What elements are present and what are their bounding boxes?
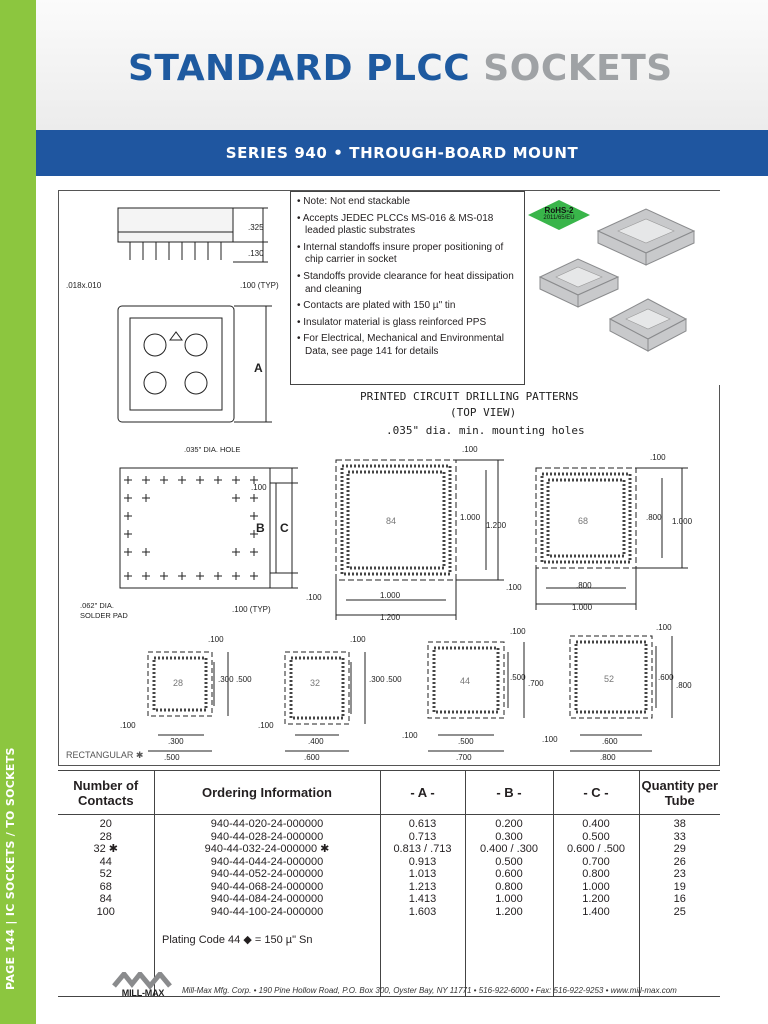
table-cell: 23 [673, 868, 686, 880]
pattern-44-top: .100 [510, 627, 526, 636]
table-cell: 0.600 [495, 868, 523, 880]
pattern-68-d1: .800 [646, 513, 662, 522]
pattern-32-d1: .300 [369, 675, 385, 684]
c-column [553, 815, 639, 997]
dim-100-typ-top: .100 (TYP) [240, 281, 279, 290]
pattern-68-d2: 1.000 [672, 517, 693, 526]
pattern-52-b2: .800 [600, 753, 616, 762]
col-quantity: Quantity per Tube [639, 771, 720, 815]
note-item: • Internal standoffs insure proper positioning of chip carrier in socket [297, 242, 518, 267]
dim-018: .018x.010 [66, 281, 102, 290]
note-item: • Contacts are plated with 150 µ" tin [297, 300, 518, 313]
label-a: A [254, 361, 263, 375]
title-secondary: SOCKETS [483, 48, 673, 89]
pattern-28-top: .100 [208, 635, 224, 644]
table-cell: 0.713 [408, 830, 437, 843]
feature-notes [290, 191, 525, 385]
pattern-84-bottom-2: 1.200 [380, 613, 401, 622]
pattern-32-b1: .400 [308, 737, 324, 746]
table-cell: 1.200 [582, 893, 610, 905]
pattern-32-top: .100 [350, 635, 366, 644]
dim-325: .325 [248, 223, 264, 232]
table-cell: 0.500 [495, 855, 523, 868]
col-b: - B - [465, 771, 553, 815]
footer-contact: Mill-Max Mfg. Corp. • 190 Pine Hollow Road, P.O. Box 300, Oyster Bay, NY 11771 • 516-922-6000 • Fax: 516-922-9253 • www.mill-max.com [182, 986, 677, 995]
rohs-directive: 2011/65/EU [543, 215, 575, 221]
table-cell: 29 [673, 843, 686, 855]
table-cell: 32 ✱ [93, 843, 118, 855]
drill-pattern-32 [285, 652, 349, 724]
pattern-44-b1: .500 [458, 737, 474, 746]
pattern-28-b2: .500 [164, 753, 180, 762]
pattern-32-b2: .600 [304, 753, 320, 762]
note-item: • Insulator material is glass reinforced PPS [297, 317, 518, 330]
table-cell: 940-44-044-24-000000 [210, 855, 324, 868]
rectangular-note: RECTANGULAR ✱ [66, 750, 144, 760]
table-cell: 0.600 / .500 [566, 843, 626, 855]
pattern-68-left-100: .100 [506, 583, 522, 592]
table-cell: 1.000 [582, 880, 610, 893]
pattern-44-b2: .700 [456, 753, 472, 762]
contacts-column [58, 815, 154, 997]
pattern-68-bottom-1: .800 [576, 581, 592, 590]
pattern-52-label: 52 [604, 674, 615, 684]
title-primary: STANDARD PLCC [128, 48, 471, 89]
pattern-84-top-100: .100 [462, 445, 478, 454]
table-cell: 1.413 [408, 893, 437, 905]
sidebar-strip [0, 0, 36, 1024]
pattern-28-left: .100 [120, 721, 136, 730]
table-cell: 940-44-052-24-000000 [210, 868, 324, 880]
pattern-84-bottom-1: 1.000 [380, 591, 401, 600]
pad-label: .062" DIA. [80, 601, 114, 610]
plating-code: Plating Code 44 ◆ = 150 µ" Sn [162, 934, 313, 946]
page-title [128, 48, 673, 89]
table-cell: 28 [99, 830, 112, 843]
pattern-84-left-100: .100 [306, 593, 322, 602]
col-c: - C - [553, 771, 639, 815]
a-column [380, 815, 465, 997]
pattern-84-label: 84 [386, 516, 397, 526]
pattern-44-label: 44 [460, 676, 471, 686]
table-cell: 940-44-100-24-000000 [210, 905, 324, 918]
series-banner: SERIES 940 • THROUGH-BOARD MOUNT [36, 130, 768, 176]
label-b: B [256, 521, 265, 535]
table-cell: 0.613 [408, 818, 437, 830]
table-cell: 26 [673, 855, 686, 868]
pattern-44-d2: .700 [528, 679, 544, 688]
pattern-68-label: 68 [578, 516, 589, 526]
table-cell: 0.200 [495, 818, 523, 830]
pattern-28-b1: .300 [168, 737, 184, 746]
table-cell: 0.813 / .713 [393, 843, 452, 855]
label-c: C [280, 521, 289, 535]
pattern-68-bottom-2: 1.000 [572, 603, 593, 612]
pattern-28-d1: .300 [218, 675, 234, 684]
pattern-44-left: .100 [402, 731, 418, 740]
table-cell: 0.300 [495, 830, 523, 843]
table-cell: 44 [99, 855, 112, 868]
pattern-84-d2: 1.200 [486, 521, 507, 530]
note-item: • Accepts JEDEC PLCCs MS-016 & MS-018 leaded plastic substrates [297, 213, 518, 238]
pattern-32-left: .100 [258, 721, 274, 730]
ordering-table [58, 770, 720, 997]
pad-label-2: SOLDER PAD [80, 611, 128, 620]
ordering-column [154, 815, 380, 997]
table-cell: 38 [673, 818, 686, 830]
pattern-52-d1: .600 [658, 673, 674, 682]
table-cell: 0.400 / .300 [479, 843, 539, 855]
table-cell: 1.213 [408, 880, 437, 893]
table-cell: 0.913 [408, 855, 437, 868]
pattern-32-label: 32 [310, 678, 321, 688]
table-cell: 940-44-084-24-000000 [210, 893, 324, 905]
logo-wordmark: MILL-MAX [121, 988, 165, 998]
drill-title: PRINTED CIRCUIT DRILLING PATTERNS [360, 390, 579, 403]
socket-top-view [118, 306, 234, 422]
socket-side-view [118, 208, 233, 242]
table-cell: 0.800 [495, 880, 523, 893]
note-item: • Note: Not end stackable [297, 196, 518, 209]
dim-130: .130 [248, 249, 264, 258]
drill-subtitle: (TOP VIEW) [450, 406, 517, 419]
table-cell: 16 [673, 893, 686, 905]
table-cell: 940-44-032-24-000000 ✱ [204, 843, 330, 855]
quantity-column [639, 815, 720, 997]
table-cell: 940-44-020-24-000000 [210, 818, 324, 830]
drill-note: .035" dia. min. mounting holes [386, 424, 585, 437]
col-ordering: Ordering Information [154, 771, 380, 815]
table-cell: 84 [99, 893, 112, 905]
rohs-badge [528, 200, 590, 230]
table-cell: 25 [673, 905, 686, 918]
rohs-label: RoHS-2 [544, 206, 574, 215]
table-cell: 1.400 [582, 905, 610, 918]
col-a: - A - [380, 771, 465, 815]
table-cell: 1.000 [495, 893, 523, 905]
pattern-44-d1: .500 [510, 673, 526, 682]
note-item: • Standoffs provide clearance for heat dissipation and cleaning [297, 271, 518, 296]
b-column [465, 815, 553, 997]
pattern-52-d2: .800 [676, 681, 692, 690]
table-cell: 33 [673, 830, 686, 843]
hole-label: .035" DIA. HOLE [184, 445, 241, 454]
table-cell: 0.500 [582, 830, 610, 843]
pattern-68-top-100: .100 [650, 453, 666, 462]
table-cell: 19 [673, 880, 686, 893]
table-cell: 1.603 [408, 905, 437, 918]
drill-pattern-main [120, 468, 270, 588]
dim-100-typ-main: .100 (TYP) [232, 605, 271, 614]
table-cell: 1.013 [408, 868, 437, 880]
pattern-52-b1: .600 [602, 737, 618, 746]
table-cell: 0.700 [582, 855, 610, 868]
note-item: • For Electrical, Mechanical and Environmental Data, see page 141 for details [297, 333, 518, 358]
table-cell: 0.800 [582, 868, 610, 880]
table-cell: 20 [99, 818, 112, 830]
pattern-32-d2: .500 [386, 675, 402, 684]
table-cell: 52 [99, 868, 112, 880]
dim-100-main: .100 [251, 483, 267, 492]
table-cell: 68 [99, 880, 112, 893]
pattern-52-left: .100 [542, 735, 558, 744]
pattern-52-top: .100 [656, 623, 672, 632]
page-section-label: PAGE 144 | IC SOCKETS / TO SOCKETS [4, 747, 17, 990]
table-cell: 940-44-068-24-000000 [210, 880, 324, 893]
table-cell: 940-44-028-24-000000 [210, 830, 324, 843]
pattern-28-d2: .500 [236, 675, 252, 684]
pattern-28-label: 28 [173, 678, 184, 688]
table-cell: 0.400 [582, 818, 610, 830]
table-cell: 100 [96, 905, 115, 918]
table-cell: 1.200 [495, 905, 523, 918]
pattern-84-d1: 1.000 [460, 513, 481, 522]
col-contacts: Number of Contacts [58, 771, 154, 815]
